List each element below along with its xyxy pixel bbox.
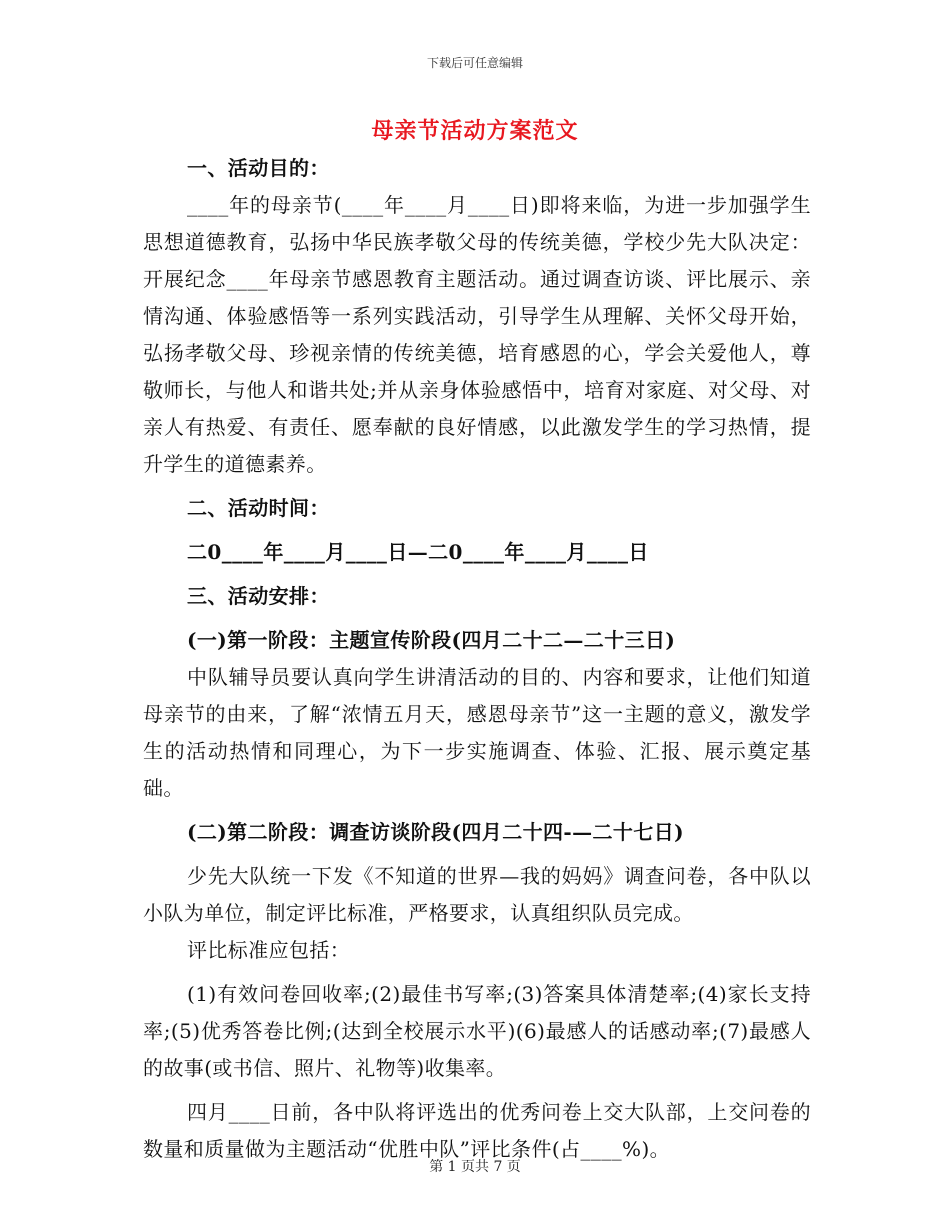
page-footer: 第 1 页共 7 页	[429, 1159, 521, 1175]
section2-heading: 二、活动时间：	[187, 496, 330, 520]
activity-date-range: 二0____年____月____日—二0____年____月____日	[187, 540, 649, 564]
section3-heading: 三、活动安排：	[187, 584, 330, 608]
phase2-heading: (二)第二阶段：调查访谈阶段(四月二十四-—二十七日)	[187, 820, 684, 844]
submission-paragraph: 四月____日前，各中队将评选出的优秀问卷上交大队部，上交问卷的数量和质量做为主题活动“优胜中队”评比条件(占____%)。	[143, 1100, 811, 1161]
criteria-intro: 评比标准应包括：	[187, 938, 351, 962]
phase1-paragraph: 中队辅导员要认真向学生讲清活动的目的、内容和要求，让他们知道母亲节的由来，了解“浓情五月天，感恩母亲节”这一主题的意义，激发学生的活动热情和同理心，为下一步实施调查、体验、汇报、展示奠定基础。	[143, 665, 811, 800]
document-body	[143, 150, 811, 1168]
page-header: 下载后可任意编辑	[426, 56, 523, 70]
criteria-list: (1)有效问卷回收率;(2)最佳书写率;(3)答案具体清楚率;(4)家长支持率;(5)优秀答卷比例;(达到全校展示水平)(6)最感人的话感动率;(7)最感人的故事(或书信、照片、礼物等)收集率。	[143, 982, 811, 1080]
section1-heading: 一、活动目的：	[187, 156, 330, 180]
section1-paragraph: ____年的母亲节(____年____月____日)即将来临，为进一步加强学生思想道德教育，弘扬中华民族孝敬父母的传统美德，学校少先大队决定：开展纪念____年母亲节感恩教育主题活动。通过调查访谈、评比展示、亲情沟通、体验感悟等一系列实践活动，引导学生从理解、关怀父母开始，弘扬孝敬父母、珍视亲情的传统美德，培育感恩的心，学会关爱他人，尊敬师长，与他人和谐共处;并从亲身体验感悟中，培育对家庭、对父母、对亲人有热爱、有责任、愿奉献的良好情感，以此激发学生的学习热情，提升学生的道德素养。	[143, 193, 811, 476]
document-title: 母亲节活动方案范文	[371, 118, 579, 144]
phase1-heading: (一)第一阶段：主题宣传阶段(四月二十二—二十三日)	[187, 628, 676, 652]
phase2-paragraph: 少先大队统一下发《不知道的世界—我的妈妈》调查问卷，各中队以小队为单位，制定评比标准，严格要求，认真组织队员完成。	[143, 864, 811, 925]
